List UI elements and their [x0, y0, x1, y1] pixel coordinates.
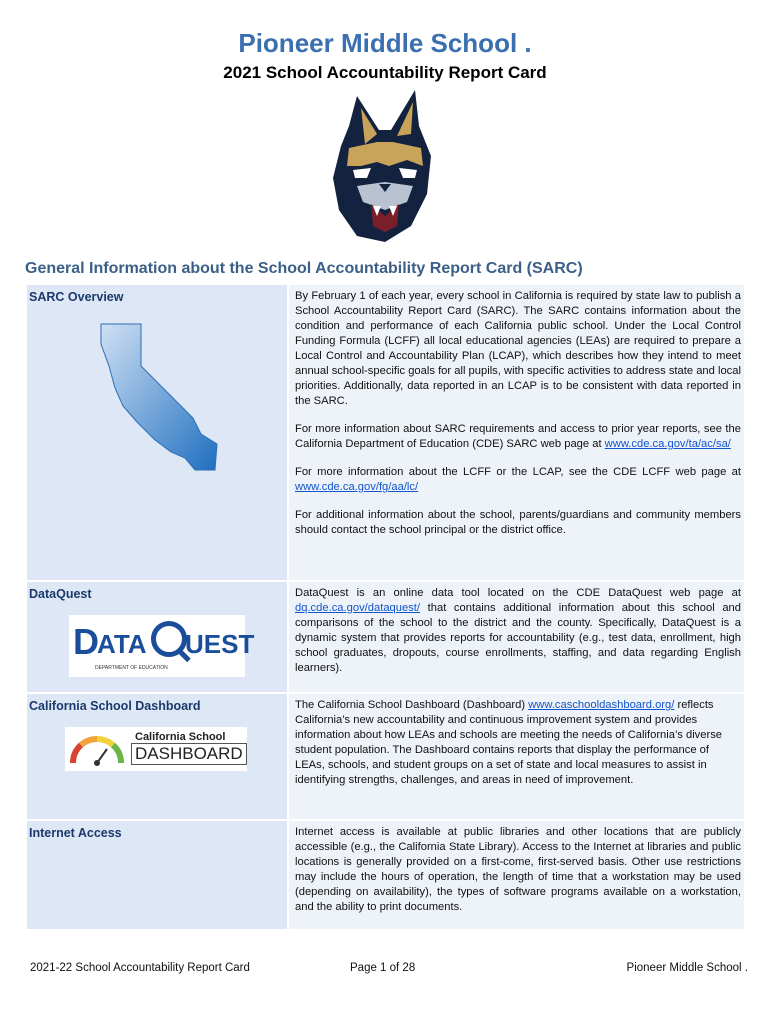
table-row-dashboard — [27, 694, 744, 819]
dashboard-label: California School Dashboard — [29, 699, 201, 713]
dataquest-logo-uest: UEST — [185, 629, 255, 659]
sarc-web-link[interactable]: www.cde.ca.gov/ta/ac/sa/ — [604, 438, 731, 450]
sarc-paragraph-2 — [295, 422, 741, 452]
dataquest-logo — [69, 615, 255, 677]
sarc-text-cell — [289, 285, 744, 580]
dashboard-logo — [65, 727, 247, 771]
internet-paragraph: Internet access is available at public libraries and other locations that are publicly accessible (e.g., the California State Library). Access to the Internet at libraries and public locations is generally provided on a first-come, first-served basis. Other use restrictions may include the hours of operation, the length of time that a workstation may be used (depending on availability), the types of software programs available on a workstation, and the ability to print documents. — [295, 826, 741, 913]
gauge-icon — [67, 731, 127, 767]
table-row-internet — [27, 821, 744, 929]
dashboard-text-after: reflects California’s new accountability and continuous improvement system and provides information about how LEAs and schools are meeting the needs of California’s diverse student population. The Dashboard contains reports that display the performance of LEAs, schools, and student groups on a set of state and local measures to assist in identifying strengths, challenges, and areas in need of improvement. — [295, 699, 723, 786]
sarc-paragraph-3 — [295, 465, 741, 495]
dataquest-text-cell — [289, 582, 744, 692]
dataquest-label: DataQuest — [29, 587, 92, 601]
lcff-web-link[interactable]: www.cde.ca.gov/fg/aa/lc/ — [295, 481, 419, 493]
dataquest-link[interactable]: dq.cde.ca.gov/dataquest/ — [295, 602, 421, 614]
dataquest-logo-d: D — [73, 621, 99, 662]
sarc-overview-label: SARC Overview — [29, 290, 124, 304]
section-heading: General Information about the School Accountability Report Card (SARC) — [25, 260, 583, 277]
dataquest-logo-ata: ATA — [97, 629, 147, 659]
internet-label-cell — [27, 821, 287, 929]
sarc-paragraph-4: For additional information about the school, parents/guardians and community members should contact the school principal or the district office. — [295, 509, 741, 536]
bobcat-mascot-logo — [327, 86, 443, 244]
dashboard-paragraph — [295, 698, 741, 788]
table-row-sarc — [27, 285, 744, 580]
dashboard-text-cell — [289, 694, 744, 819]
sarc-info-table — [25, 283, 746, 931]
table-row-dataquest — [27, 582, 744, 692]
dashboard-link[interactable]: www.caschooldashboard.org/ — [528, 699, 675, 711]
dataquest-label-cell — [27, 582, 287, 692]
footer-page-number: Page 1 of 28 — [350, 962, 416, 974]
sarc-paragraph-3-text: For more information about the LCFF or the LCAP, see the CDE LCFF web page at — [295, 466, 741, 478]
sarc-paragraph-1: By February 1 of each year, every school in California is required by state law to publish a School Accountability Report Card (SARC). The SARC contains information about the condition and performance of each California public school. Under the Local Control Funding Formula (LCFF) all local educational agencies (LEAs) are required to prepare a Local Control and Accountability Plan (LCAP), which describes how they intend to meet annual school-specific goals for all pupils, with specific activities to address state and local priorities. Additionally, data reported in an LCAP is to be consistent with data reported in the SARC. — [295, 290, 741, 407]
report-title: 2021 School Accountability Report Card — [223, 63, 547, 82]
footer-left: 2021-22 School Accountability Report Card — [30, 962, 250, 974]
internet-text-cell — [289, 821, 744, 929]
sarc-label-cell — [27, 285, 287, 580]
dashboard-text-before: The California School Dashboard (Dashboard) — [295, 699, 529, 711]
dashboard-label-cell — [27, 694, 287, 819]
dataquest-text-before: DataQuest is an online data tool located on the CDE DataQuest web page at — [295, 587, 741, 599]
sarc-paragraph-2-text: For more information about SARC requirements and access to prior year reports, see the California Department of Education (CDE) SARC web page at — [295, 423, 741, 450]
dataquest-paragraph — [295, 586, 741, 676]
dataquest-logo-subtitle: DEPARTMENT OF EDUCATION — [95, 665, 168, 671]
school-title: Pioneer Middle School . — [238, 28, 532, 58]
footer-right: Pioneer Middle School . — [626, 962, 748, 974]
dashboard-logo-line2: DASHBOARD — [131, 743, 247, 765]
dataquest-text-after: that contains additional information about this school and comparisons of the school to the district and the county. Specifically, DataQuest is a dynamic system that provides reports for accountability (e.g., test data, enrollment, high school graduates, dropouts, course enrollments, staffing, and data regarding English learners). — [295, 602, 741, 674]
california-map-icon — [97, 322, 221, 472]
dashboard-logo-line1: California School — [135, 731, 226, 743]
internet-access-label: Internet Access — [29, 826, 122, 840]
